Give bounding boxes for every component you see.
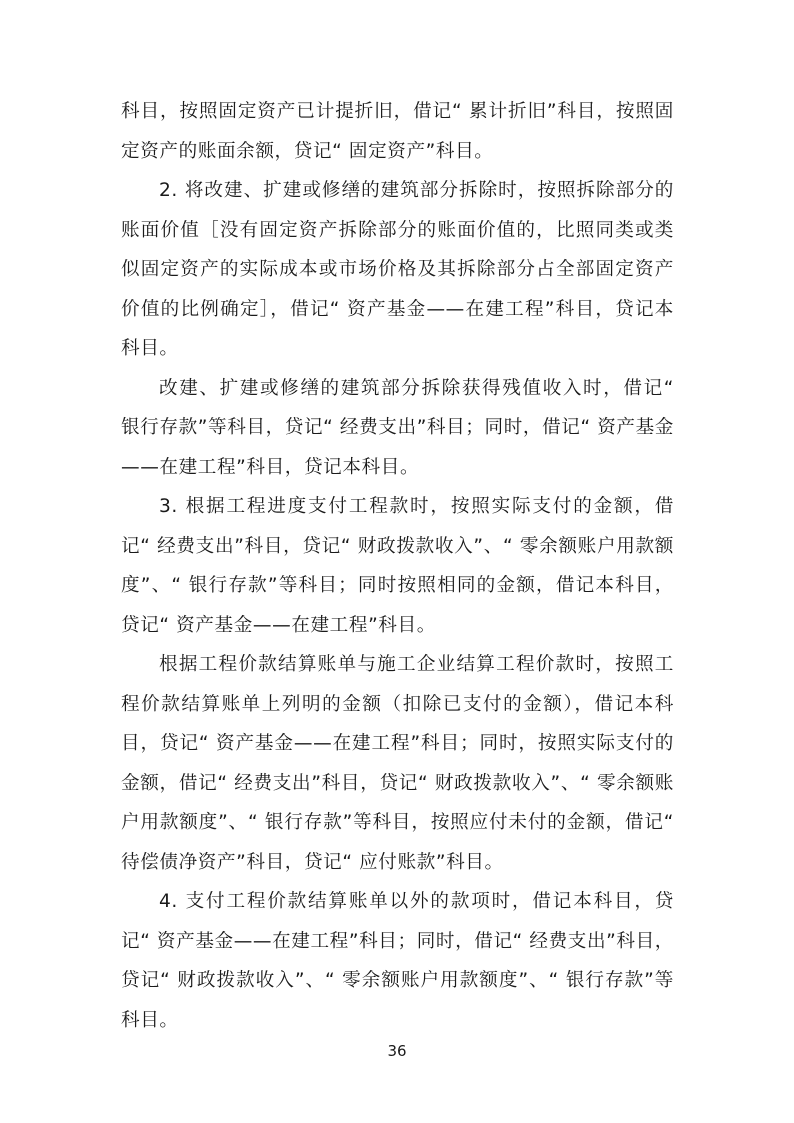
paragraph-residual-income: 改建、扩建或修缮的建筑部分拆除获得残值收入时，借记“ 银行存款”等科目，贷记“ 经费支出”科目；同时，借记“ 资产基金——在建工程”科目，贷记本科目。 [121,377,674,478]
paragraph-settlement: 根据工程价款结算账单与施工企业结算工程价款时，按照工程价款结算账单上列明的金额（扣除已支付的金额），借记本科目，贷记“ 资产基金——在建工程”科目；同时，按照实际支付的金额，借记“ 经费支出”科目，贷记“ 财政拨款收入”、“ 零余额账户用款额度”、“ 银行存款”等科目，按照应付未付的金额，借记“ 待偿债净资产”科目，贷记“ 应付账款”科目。 [121,654,674,873]
page-number: 36 [387,1042,407,1060]
paragraph-item-2: 2. 将改建、扩建或修缮的建筑部分拆除时，按照拆除部分的账面价值［没有固定资产拆除部分的账面价值的，比照同类或类似固定资产的实际成本或市场价格及其拆除部分占全部固定资产价值的比例确定］，借记“ 资产基金——在建工程”科目，贷记本科目。 [121,180,674,359]
body-text [121,92,674,1040]
paragraph-item-3: 3. 根据工程进度支付工程款时，按照实际支付的金额，借记“ 经费支出”科目，贷记“ 财政拨款收入”、“ 零余额账户用款额度”、“ 银行存款”等科目；同时按照相同的金额，借记本科目，贷记“ 资产基金——在建工程”科目。 [121,496,674,636]
paragraph-continuation: 科目，按照固定资产已计提折旧，借记“ 累计折旧”科目，按照固定资产的账面余额，贷记“ 固定资产”科目。 [121,101,674,162]
paragraph-item-4: 4. 支付工程价款结算账单以外的款项时，借记本科目，贷记“ 资产基金——在建工程”科目；同时，借记“ 经费支出”科目，贷记“ 财政拨款收入”、“ 零余额账户用款额度”、“ 银行存款”等科目。 [121,891,674,1031]
